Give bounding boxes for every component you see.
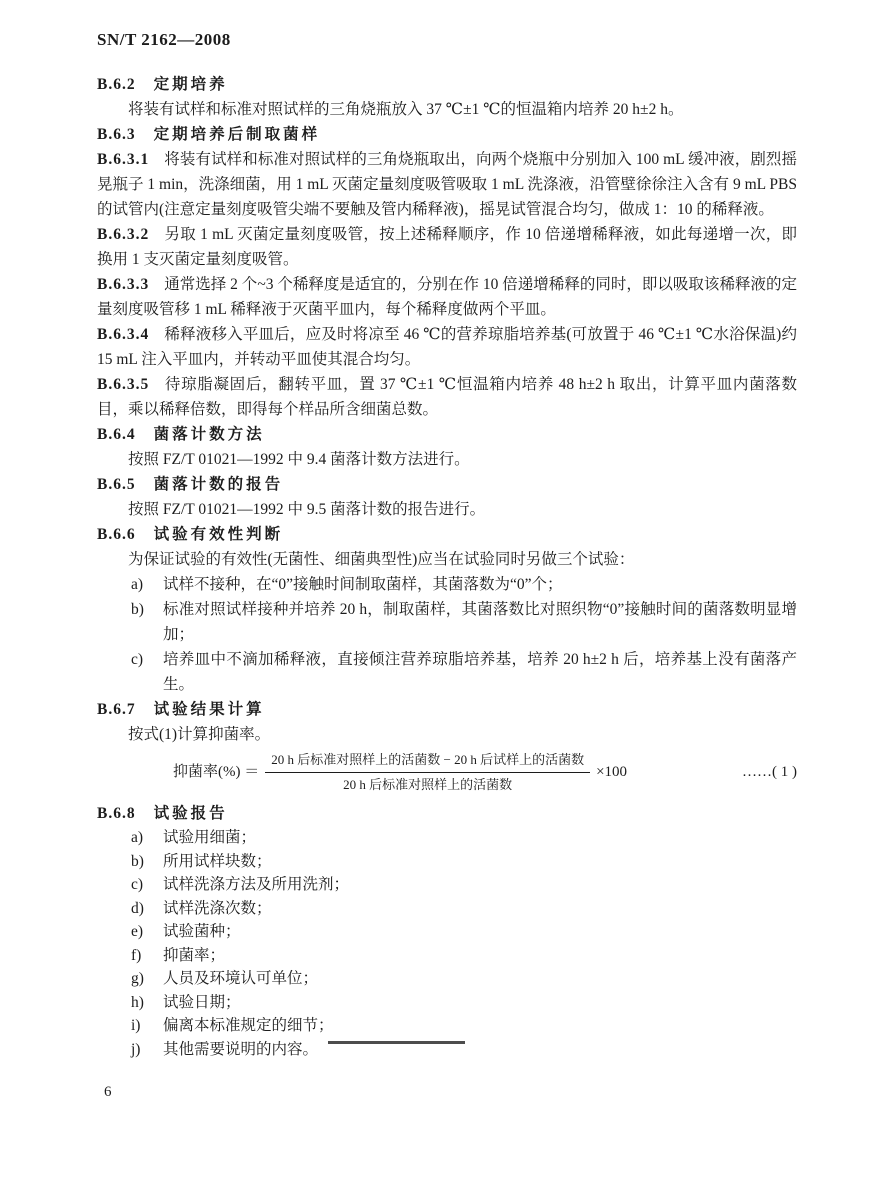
list-item-label: a) [131, 576, 144, 593]
list-item-label: b) [131, 852, 144, 870]
list-item [97, 1014, 797, 1038]
section-title: 试验有效性判断 [153, 526, 284, 543]
list-item-label: e) [131, 923, 144, 941]
paragraph-text: 通常选择 2 个~3 个稀释度是适宜的，分别在作 10 倍递增稀释的同时，即以吸取该稀释液的定量刻度吸管移 1 mL 稀释液于灭菌平皿内，每个稀释度做两个平皿。 [97, 276, 797, 318]
section-heading-b65 [97, 472, 797, 497]
paragraph-b66-intro: 为保证试验的有效性(无菌性、细菌典型性)应当在试验同时另做三个试验： [128, 551, 635, 568]
formula-equation-number: ……( 1 ) [742, 763, 797, 780]
section-title: 试验结果计算 [153, 701, 265, 718]
list-item [97, 597, 797, 647]
section-title: 定期培养后制取菌样 [153, 126, 321, 143]
formula-denominator: 20 h 后标准对照样上的活菌数 [343, 776, 513, 792]
list-item-text: 试样不接种，在“0”接触时间制取菌样，其菌落数为“0”个； [163, 576, 563, 593]
list-item-text: 试样洗涤方法及所用洗剂； [163, 876, 350, 894]
formula-inhibition-rate [97, 751, 797, 793]
list-item-text: 其他需要说明的内容。 [163, 1040, 319, 1058]
list-item-label: h) [131, 993, 144, 1011]
section-heading-b63 [97, 122, 797, 147]
list-item-text: 试验日期； [163, 993, 241, 1011]
list-item-label: i) [131, 1017, 141, 1035]
paragraph-number: B.6.3.1 [97, 151, 150, 168]
list-item [97, 897, 797, 921]
list-item-text: 培养皿中不滴加稀释液，直接倾注营养琼脂培养基，培养 20 h±2 h 后，培养基上没有菌落产生。 [163, 651, 797, 693]
list-item [97, 826, 797, 850]
paragraph-text: 另取 1 mL 灭菌定量刻度吸管，按上述稀释顺序，作 10 倍递增稀释液，如此每递增一次，即换用 1 支灭菌定量刻度吸管。 [97, 226, 797, 268]
section-number: B.6.5 [97, 476, 136, 493]
paragraph-b632 [97, 222, 797, 272]
list-item [97, 850, 797, 874]
formula-lhs: 抑菌率(%) ＝ [173, 763, 260, 780]
page-content [97, 30, 797, 1061]
section-title: 菌落计数方法 [153, 426, 265, 443]
formula-fraction [265, 751, 590, 793]
section-title: 定期培养 [153, 76, 228, 93]
paragraph-b62: 将装有试样和标准对照试样的三角烧瓶放入 37 ℃±1 ℃的恒温箱内培养 20 h±2 h。 [128, 101, 684, 118]
list-item-text: 试验用细菌； [163, 829, 257, 847]
list-item-label: b) [131, 601, 144, 618]
list-item [97, 647, 797, 697]
list-item-text: 所用试样块数； [163, 852, 272, 870]
section-number: B.6.3 [97, 126, 136, 143]
list-item [97, 873, 797, 897]
formula-multiplier: ×100 [596, 763, 628, 780]
section-number: B.6.4 [97, 426, 136, 443]
paragraph-b634 [97, 322, 797, 372]
paragraph-b631 [97, 147, 797, 222]
section-heading-b62 [97, 72, 797, 97]
paragraph-b67: 按式(1)计算抑菌率。 [128, 726, 271, 743]
page-number: 6 [104, 1084, 112, 1100]
paragraph-number: B.6.3.2 [97, 226, 150, 243]
list-item-text: 偏离本标准规定的细节； [163, 1017, 334, 1035]
list-item-text: 试验菌种； [163, 923, 241, 941]
paragraph-text: 待琼脂凝固后，翻转平皿，置 37 ℃±1 ℃恒温箱内培养 48 h±2 h 取出，计算平皿内菌落数目，乘以稀释倍数，即得每个样品所含细菌总数。 [97, 376, 797, 418]
paragraph-number: B.6.3.5 [97, 376, 150, 393]
paragraph-b64: 按照 FZ/T 01021—1992 中 9.4 菌落计数方法进行。 [128, 451, 470, 468]
list-item-label: j) [131, 1040, 141, 1058]
list-item-text: 抑菌率； [163, 946, 226, 964]
paragraph-b635 [97, 372, 797, 422]
paragraph-b65: 按照 FZ/T 01021—1992 中 9.5 菌落计数的报告进行。 [128, 501, 486, 518]
section-title: 试验报告 [153, 805, 228, 823]
list-item [97, 920, 797, 944]
section-number: B.6.8 [97, 805, 136, 823]
doc-number-header: SN/T 2162—2008 [97, 30, 231, 49]
list-item-label: c) [131, 651, 144, 668]
list-item-text: 人员及环境认可单位； [163, 970, 319, 988]
list-item-label: g) [131, 970, 144, 988]
section-number: B.6.2 [97, 76, 136, 93]
section-heading-b64 [97, 422, 797, 447]
list-item-label: d) [131, 899, 144, 917]
list-item [97, 991, 797, 1015]
list-item [97, 967, 797, 991]
section-number: B.6.7 [97, 701, 136, 718]
list-item-text: 标准对照试样接种并培养 20 h，制取菌样，其菌落数比对照织物“0”接触时间的菌落数明显增加； [163, 601, 797, 643]
formula-numerator: 20 h 后标准对照样上的活菌数 − 20 h 后试样上的活菌数 [265, 751, 590, 773]
paragraph-text: 将装有试样和标准对照试样的三角烧瓶取出，向两个烧瓶中分别加入 100 mL 缓冲液，剧烈摇晃瓶子 1 min，洗涤细菌，用 1 mL 灭菌定量刻度吸管吸取 1 mL 洗涤液，沿管壁徐徐注入含有 9 mL PBS 的试管内(注意定量刻度吸管尖端不要触及管内稀释液)，摇晃试管混合均匀，做成 1：10 的稀释液。 [97, 151, 797, 218]
section-heading-b67 [97, 697, 797, 722]
section-heading-b66 [97, 522, 797, 547]
list-item [97, 944, 797, 968]
list-item [97, 572, 797, 597]
section-heading-b68 [97, 801, 797, 826]
paragraph-number: B.6.3.3 [97, 276, 150, 293]
paragraph-text: 稀释液移入平皿后，应及时将凉至 46 ℃的营养琼脂培养基(可放置于 46 ℃±1 ℃水浴保温)约 15 mL 注入平皿内，并转动平皿使其混合均匀。 [97, 326, 797, 368]
list-item-label: c) [131, 876, 144, 894]
end-of-text-rule [328, 1041, 465, 1044]
section-title: 菌落计数的报告 [153, 476, 284, 493]
test-report-list [97, 826, 797, 1061]
section-number: B.6.6 [97, 526, 136, 543]
paragraph-b633 [97, 272, 797, 322]
paragraph-number: B.6.3.4 [97, 326, 150, 343]
list-item-text: 试样洗涤次数； [163, 899, 272, 917]
list-item-label: f) [131, 946, 142, 964]
validity-test-list [97, 572, 797, 697]
list-item-label: a) [131, 829, 144, 847]
